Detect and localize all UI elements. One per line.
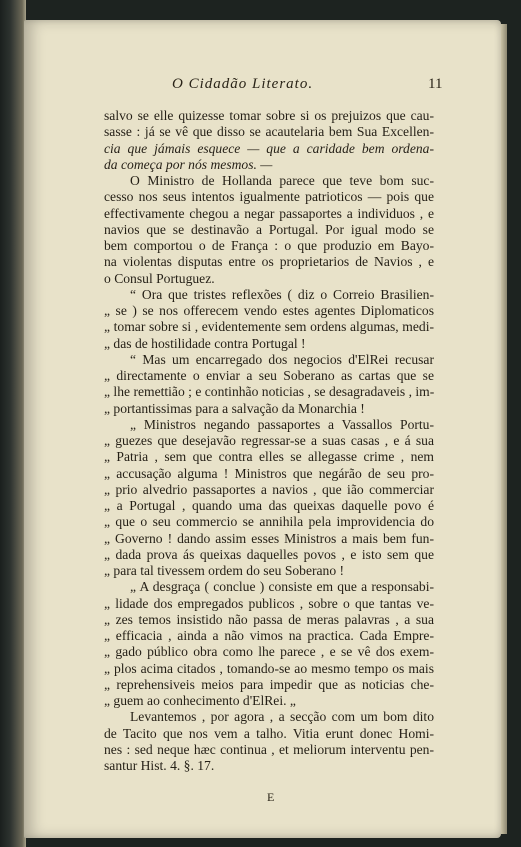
text-line: „ portantissimas para a salvação da Monarchia ! [104,400,365,416]
text-line: „ Governo ! dando assim esses Ministros a mais bem fun- [104,530,434,546]
running-title: O Cidadão Literato. [172,76,314,92]
text-line: cesso nos seus intentos igualmente patrioticos — pois que [104,189,434,205]
text-line: santur Hist. 4. §. 17. [104,758,215,773]
text-line: salvo se elle quizesse tomar sobre si os prejuizos que cau- [104,108,434,123]
text-line: „ a Portugal , quando uma das queixas daquelle povo é [104,498,434,513]
text-line: „ Patria , sem que contra elles se allegasse crime , nem [104,449,434,465]
text-line: „ Ministros negando passaportes a Vassallos Portu- [130,416,434,432]
text-line: „ directamente o enviar a seu Soberano as cartas que se [104,368,434,383]
text-line: „ zes temos insistido não passa de meras palavras , a sua [104,611,434,627]
text-line: „ accusação alguma ! Ministros que negárão de seu pro- [104,465,434,481]
text-line: „ reprehensiveis meios para impedir que as noticias che- [104,676,434,692]
text-line: bem comportou o de França : o que produzio em Bayo- [104,238,434,253]
text-line: „ efficacia , ainda a não vimos na practica. Cada Empre- [104,628,434,643]
text-line: „ prio alvedrio passaportes a navios , que ião commerciar [104,481,434,497]
text-line: „ tomar sobre si , evidentemente sem ordens algumas, medi- [104,319,434,335]
text-line: „ para tal tivessem ordem do seu Soberano ! [104,563,345,578]
text-line: o Consul Portuguez. [104,270,215,286]
text-line: “ Ora que tristes reflexões ( diz o Correio Brasilien- [130,286,434,302]
text-line: „ lidade dos empregados publicos , sobre o que tantas ve- [104,595,434,611]
text-line: „ que o seu commercio se annihila pela improvidencia do [104,514,434,530]
text-line: „ das de hostilidade contra Portugal ! [104,335,306,351]
text-line: „ gado público obra como lhe parece , e se vê dos exem- [104,644,434,660]
book-spine-shadow [0,0,26,847]
signature-mark: E [267,790,275,804]
page-header [24,76,501,100]
text-line: „ dada prova ás queixas daquelles povos , e isto sem que [104,546,434,562]
text-line: „ A desgraça ( conclue ) consiste em que a responsabi- [130,579,434,595]
body-text [104,108,434,774]
text-line: „ lhe remettião ; e continhão noticias , se desagradaveis , im- [104,384,435,400]
text-line: „ guezes que desejavão regressar-se a suas casas , e á sua [104,433,434,448]
text-line: na violentas disputas entre os proprietarios de Navios , e [104,254,434,270]
text-line: nes : sed neque hæc continua , et meliorum interventu pen- [104,741,434,757]
text-line: da começa por nós mesmos. — [104,156,273,172]
text-line: navios que se destinavão a Portugal. Por igual modo se [104,221,434,237]
text-line: “ Mas um encarregado dos negocios d'ElRei recusar [130,351,434,367]
text-line: effectivamente chegou a negar passaportes a individuos , e [104,205,434,221]
page-number: 11 [428,76,443,92]
text-line: „ se ) se nos offerecem vendo estes agentes Diplomaticos [104,303,434,318]
text-line: cia que jámais esquece — que a caridade bem ordena- [104,140,434,156]
text-line: „ guem ao conhecimento d'ElRei. „ [104,693,296,708]
text-line: „ plos acima citados , tomando-se ao mesmo tempo os mais [104,660,434,676]
page-edge [501,24,507,834]
text-line: Levantemos , por agora , a secção com um bom dito [130,709,434,725]
text-line: O Ministro de Hollanda parece que teve bom suc- [130,173,434,188]
text-line: sasse : já se vê que disso se acautelaria bem Sua Excellen- [104,124,434,140]
text-line: de Tacito que nos vem a talho. Vitia erunt donec Homi- [104,725,434,741]
